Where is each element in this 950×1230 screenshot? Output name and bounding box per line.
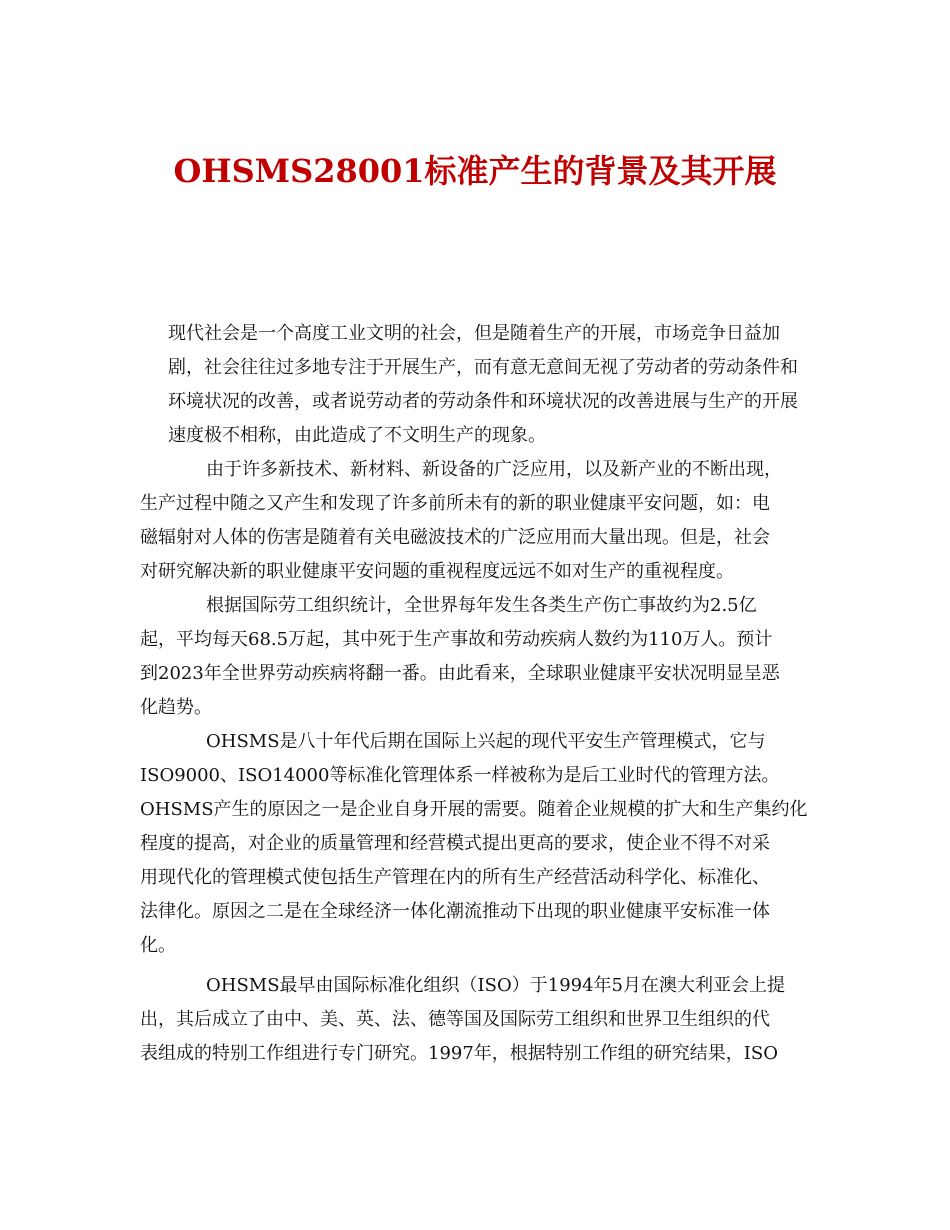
paragraph-line: 法律化。原因之二是在全球经济一体化潮流推动下出现的职业健康平安标准一体 (140, 901, 770, 922)
paragraph-line: 出，其后成立了由中、美、英、法、德等国及国际劳工组织和世界卫生组织的代 (140, 1009, 770, 1030)
paragraph-line: OHSMS产生的原因之一是企业自身开展的需要。随着企业规模的扩大和生产集约化 (140, 799, 808, 820)
paragraph-line: 用现代化的管理模式使包括生产管理在内的所有生产经营活动科学化、标准化、 (140, 867, 770, 888)
paragraph-line: OHSMS是八十年代后期在国际上兴起的现代平安生产管理模式，它与 (206, 731, 766, 752)
paragraph-line: 化。 (140, 935, 176, 956)
paragraph-line: OHSMS最早由国际标准化组织（ISO）于1994年5月在澳大利亚会上提 (206, 975, 786, 996)
paragraph-line: ISO9000、ISO14000等标准化管理体系一样被称为是后工业时代的管理方法。 (140, 765, 780, 786)
paragraph-line: 根据国际劳工组织统计，全世界每年发生各类生产伤亡事故约为2.5亿 (206, 595, 757, 616)
paragraph-line: 剧，社会往往过多地专注于开展生产，而有意无意间无视了劳动者的劳动条件和 (168, 357, 798, 378)
paragraph-3 (140, 589, 812, 725)
paragraph-line: 生产过程中随之又产生和发现了许多前所未有的新的职业健康平安问题，如：电 (140, 493, 770, 514)
document-body (140, 317, 812, 1071)
paragraph-line: 对研究解决新的职业健康平安问题的重视程度远远不如对生产的重视程度。 (140, 561, 734, 582)
paragraph-line: 磁辐射对人体的伤害是随着有关电磁波技术的广泛应用而大量出现。但是，社会 (140, 527, 770, 548)
paragraph-5 (140, 969, 812, 1071)
paragraph-line: 表组成的特别工作组进行专门研究。1997年，根据特别工作组的研究结果，ISO (140, 1043, 779, 1064)
paragraph-line: 由于许多新技术、新材料、新设备的广泛应用，以及新产业的不断出现， (206, 459, 782, 480)
paragraph-line: 化趋势。 (140, 697, 212, 718)
paragraph-line: 起，平均每天68.5万起，其中死于生产事故和劳动疾病人数约为110万人。预计 (140, 629, 773, 650)
paragraph-4 (140, 725, 812, 963)
paragraph-line: 现代社会是一个高度工业文明的社会，但是随着生产的开展，市场竞争日益加 (168, 323, 780, 344)
paragraph-line: 环境状况的改善，或者说劳动者的劳动条件和环境状况的改善进展与生产的开展 (168, 391, 798, 412)
paragraph-line: 速度极不相称，由此造成了不文明生产的现象。 (168, 425, 546, 446)
paragraph-line: 到2023年全世界劳动疾病将翻一番。由此看来，全球职业健康平安状况明显呈恶 (140, 663, 780, 684)
document-title: OHSMS28001标准产生的背景及其开展 (173, 152, 777, 191)
paragraph-1 (140, 317, 812, 453)
paragraph-2 (140, 453, 812, 589)
paragraph-line: 程度的提高，对企业的质量管理和经营模式提出更高的要求，使企业不得不对采 (140, 833, 770, 854)
